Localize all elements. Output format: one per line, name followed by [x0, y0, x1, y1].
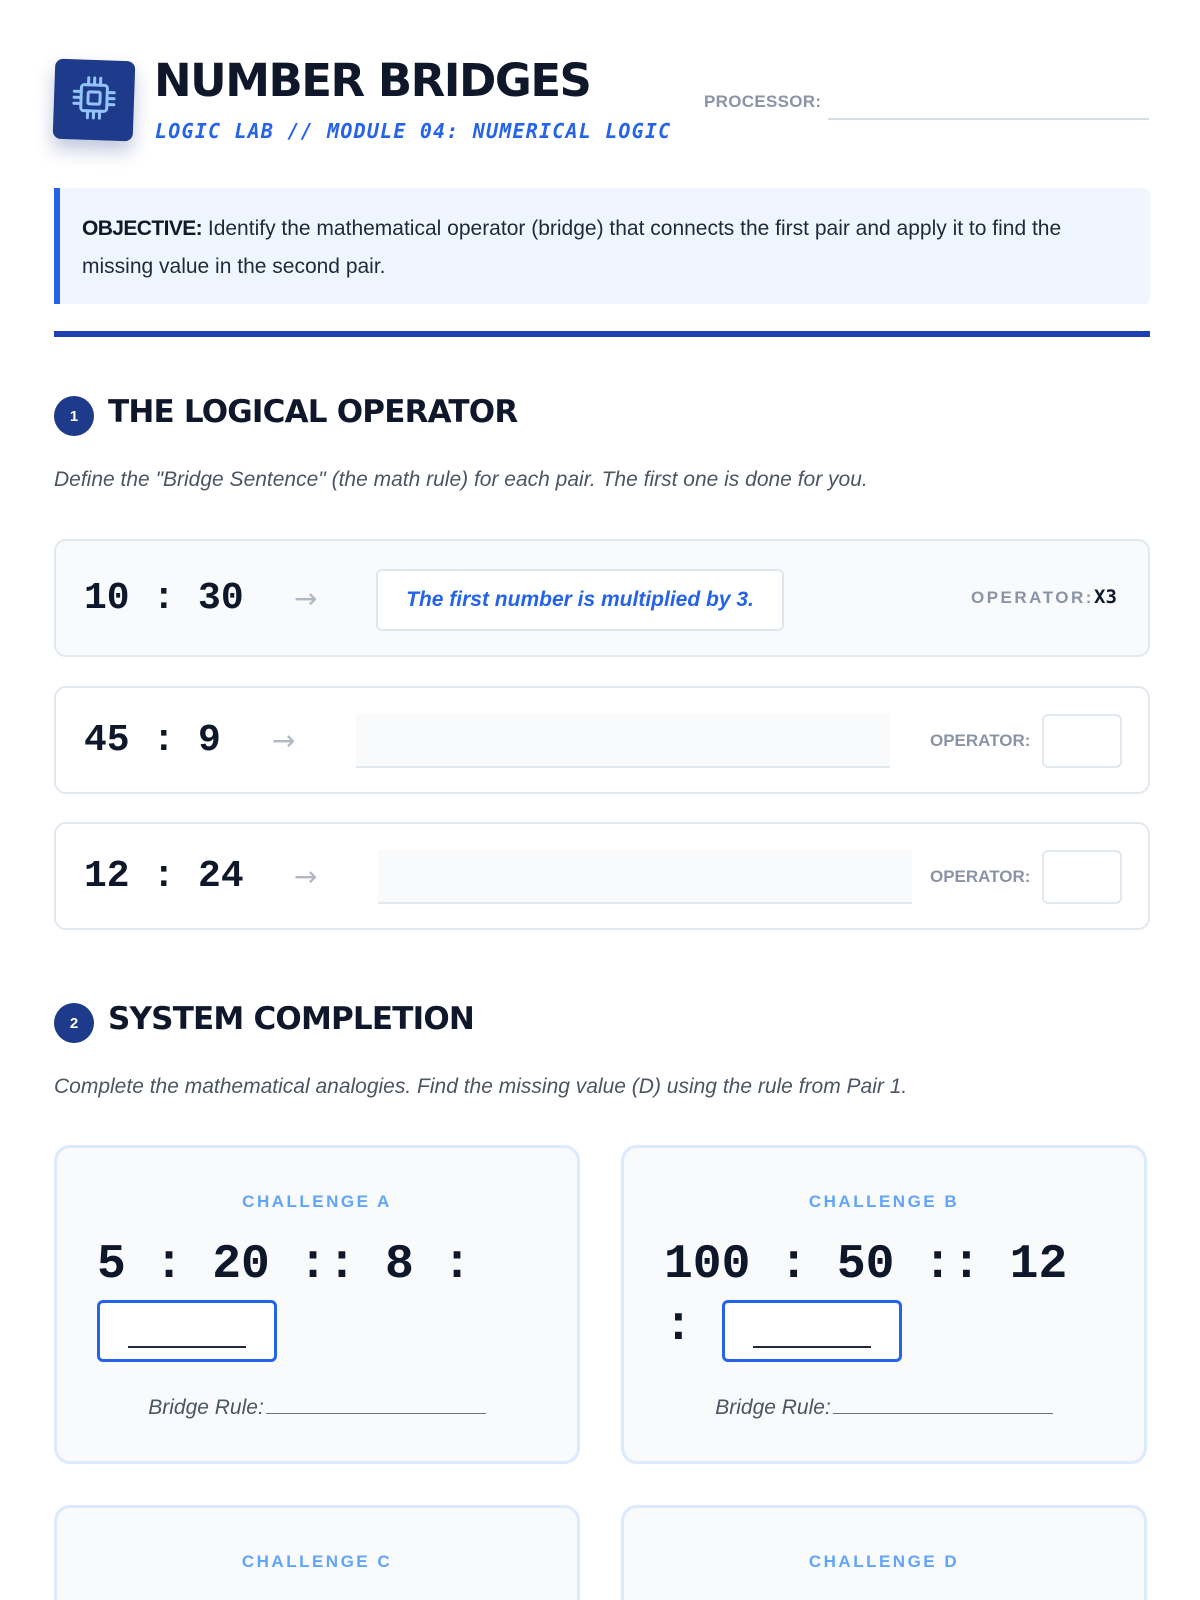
- bridge-rule: [624, 1396, 1144, 1420]
- logo: [53, 59, 136, 142]
- section-divider: [54, 331, 1150, 337]
- challenge-equation: [97, 1234, 537, 1362]
- arrow-right-icon: →: [294, 859, 318, 893]
- processor-label: PROCESSOR:: [704, 92, 822, 111]
- operator-label: OPERATOR:: [930, 731, 1031, 750]
- arrow-right-icon: →: [294, 581, 318, 615]
- app-title: NUMBER BRIDGES: [154, 54, 591, 107]
- equation-text: 100 : 50 :: 12 :: [664, 1238, 1068, 1354]
- challenge-card-b: [621, 1145, 1147, 1464]
- challenge-card-c: [54, 1505, 580, 1600]
- operator-input[interactable]: [1042, 850, 1122, 904]
- answer-blank-input[interactable]: [97, 1300, 277, 1362]
- bridge-sentence-example: The first number is multiplied by 3.: [376, 569, 784, 631]
- operator-label: OPERATOR:: [971, 588, 1094, 607]
- processor-input[interactable]: [828, 118, 1149, 120]
- challenge-card-d: [621, 1505, 1147, 1600]
- section-2-number-badge: 2: [54, 1003, 94, 1043]
- section-1-instruction: Define the "Bridge Sentence" (the math rule) for each pair. The first one is done for you.: [54, 468, 868, 491]
- answer-blank-input[interactable]: [722, 1300, 902, 1362]
- pair-row-example: [54, 539, 1150, 657]
- challenge-label: CHALLENGE B: [808, 1192, 960, 1211]
- arrow-right-icon: →: [272, 723, 296, 757]
- challenge-label: CHALLENGE D: [808, 1552, 960, 1571]
- bridge-rule-input[interactable]: [266, 1413, 486, 1414]
- operator-value: X3: [1094, 586, 1117, 608]
- bridge-sentence-input[interactable]: [356, 714, 890, 768]
- pair-numbers: 10 : 30: [84, 576, 244, 620]
- section-1-number-badge: 1: [54, 396, 94, 436]
- operator-label: OPERATOR:: [930, 867, 1031, 886]
- bridge-sentence-input[interactable]: [378, 850, 912, 904]
- challenge-equation: [664, 1234, 1104, 1362]
- pair-row: [54, 822, 1150, 930]
- bridge-rule-label: Bridge Rule:: [148, 1396, 264, 1419]
- bridge-rule-input[interactable]: [833, 1413, 1053, 1414]
- operator-input[interactable]: [1042, 714, 1122, 768]
- challenge-label: CHALLENGE A: [242, 1192, 392, 1211]
- section-1-title: THE LOGICAL OPERATOR: [108, 394, 518, 430]
- bridge-rule: [57, 1396, 577, 1420]
- objective-label: OBJECTIVE:: [82, 217, 203, 240]
- bridge-rule-label: Bridge Rule:: [715, 1396, 831, 1419]
- pair-row: [54, 686, 1150, 794]
- app-subtitle: LOGIC LAB // MODULE 04: NUMERICAL LOGIC: [155, 119, 672, 143]
- section-2-title: SYSTEM COMPLETION: [108, 1001, 475, 1037]
- pair-numbers: 45 : 9: [84, 718, 221, 762]
- challenge-card-a: [54, 1145, 580, 1464]
- cpu-chip-icon: [67, 71, 121, 129]
- pair-numbers: 12 : 24: [84, 854, 244, 898]
- objective-box: [54, 188, 1150, 304]
- section-2-instruction: Complete the mathematical analogies. Find the missing value (D) using the rule from Pair 1.: [54, 1075, 908, 1098]
- challenge-label: CHALLENGE C: [241, 1552, 393, 1571]
- equation-text: 5 : 20 :: 8 :: [97, 1238, 472, 1292]
- objective-text: Identify the mathematical operator (bridge) that connects the first pair and apply it to find the missing value in the second pair.: [82, 217, 1062, 278]
